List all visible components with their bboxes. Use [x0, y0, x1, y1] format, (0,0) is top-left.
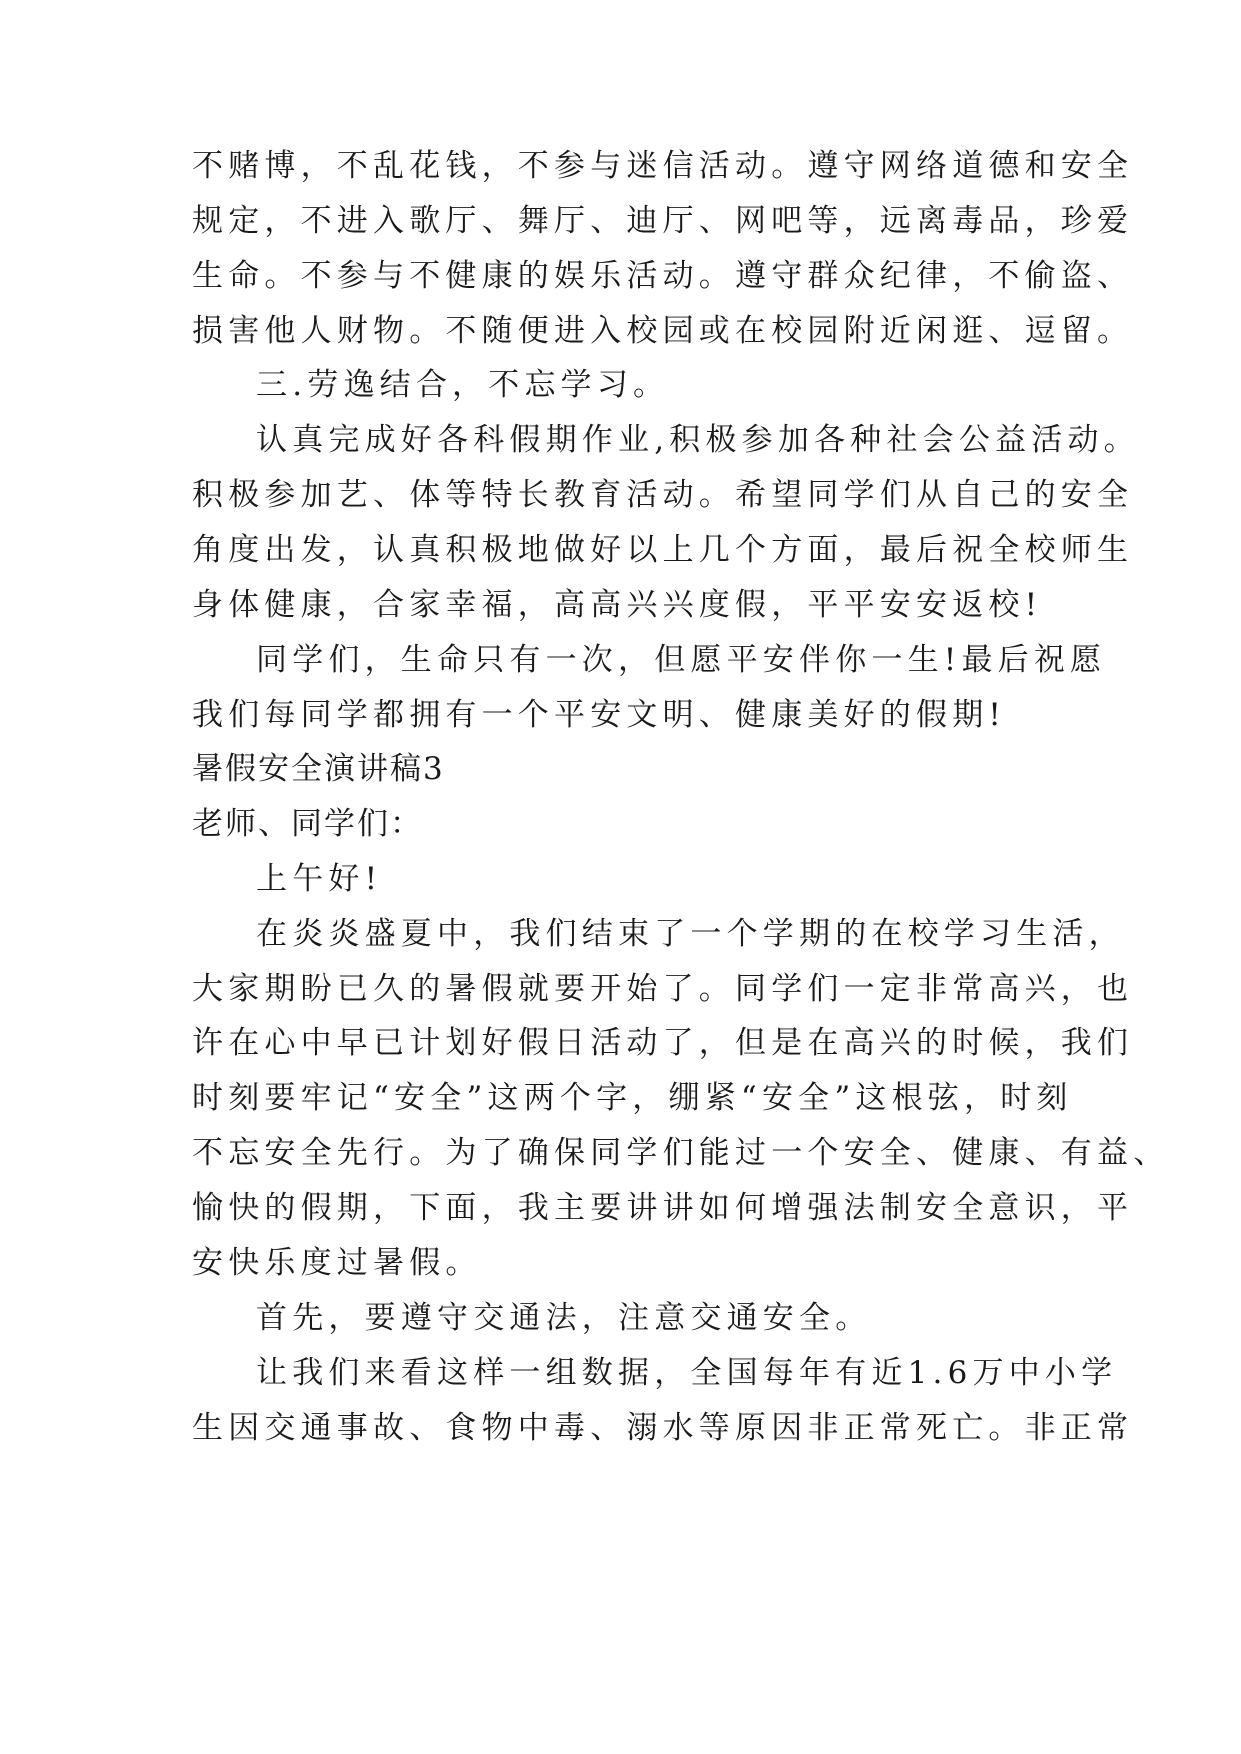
text-line: 身体健康，合家幸福，高高兴兴度假，平平安安返校!: [192, 587, 1043, 623]
text-line: 让我们来看这样一组数据，全国每年有近1.6万中小学: [256, 1355, 1118, 1391]
text-line: 愉快的假期，下面，我主要讲讲如何增强法制安全意识，平: [192, 1190, 1134, 1226]
text-line: 认真完成好各科假期作业,积极参加各种社会公益活动。: [256, 422, 1140, 458]
text-line: 积极参加艺、体等特长教育活动。希望同学们从自己的安全: [192, 477, 1134, 513]
salutation: 老师、同学们：: [192, 806, 423, 842]
greeting: 上午好!: [256, 861, 383, 897]
text-line: 生命。不参与不健康的娱乐活动。遵守群众纪律，不偷盗、: [192, 258, 1134, 294]
text-line: 不忘安全先行。为了确保同学们能过一个安全、健康、有益、: [192, 1135, 1170, 1171]
text-line: 时刻要牢记“安全”这两个字，绷紧“安全”这根弦，时刻: [192, 1080, 1073, 1116]
text-line: 大家期盼已久的暑假就要开始了。同学们一定非常高兴，也: [192, 971, 1134, 1007]
text-line: 安快乐度过暑假。: [192, 1245, 482, 1281]
text-line: 损害他人财物。不随便进入校园或在校园附近闲逛、逗留。: [192, 313, 1134, 349]
section-heading: 三.劳逸结合，不忘学习。: [256, 367, 670, 403]
document-title: 暑假安全演讲稿3: [192, 751, 445, 787]
section-heading: 首先，要遵守交通法，注意交通安全。: [256, 1300, 872, 1336]
text-line: 不赌博，不乱花钱，不参与迷信活动。遵守网络道德和安全: [192, 148, 1134, 184]
text-line: 生因交通事故、食物中毒、溺水等原因非正常死亡。非正常: [192, 1410, 1134, 1446]
text-line: 同学们，生命只有一次，但愿平安伴你一生!最后祝愿: [256, 642, 1107, 678]
text-line: 规定，不进入歌厅、舞厅、迪厅、网吧等，远离毒品，珍爱: [192, 203, 1134, 239]
text-line: 在炎炎盛夏中，我们结束了一个学期的在校学习生活，: [256, 916, 1125, 952]
text-line: 我们每同学都拥有一个平安文明、健康美好的假期!: [192, 697, 1007, 733]
text-line: 许在心中早已计划好假日活动了，但是在高兴的时候，我们: [192, 1025, 1134, 1061]
text-line: 角度出发，认真积极地做好以上几个方面，最后祝全校师生: [192, 532, 1134, 568]
